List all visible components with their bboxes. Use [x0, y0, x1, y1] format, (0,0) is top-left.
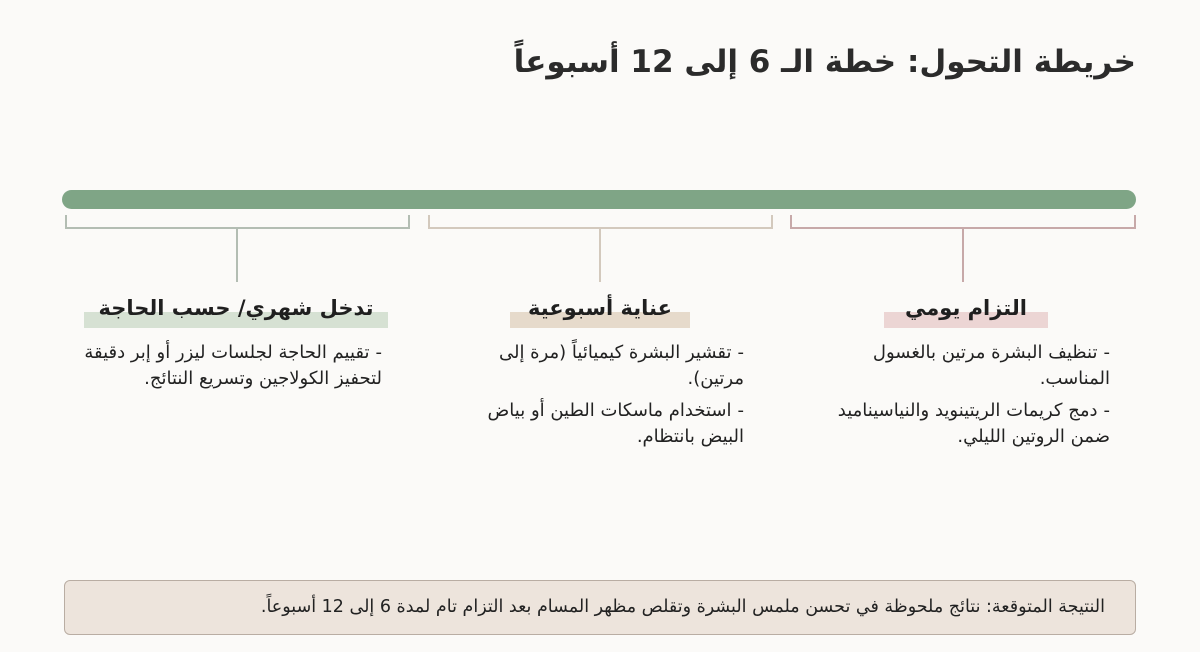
phase-monthly: [84, 292, 390, 398]
list-item: [812, 398, 1110, 450]
timeline-bar: [62, 190, 1136, 209]
phase-title: تدخل شهري/ حسب الحاجة: [98, 296, 374, 320]
expected-result-text: النتيجة المتوقعة: نتائج ملحوظة في تحسن ملمس البشرة وتقلص مظهر المسام بعد التزام تام لمدة 6 إلى 12 أسبوعاً.: [260, 597, 1105, 617]
stem-monthly: [236, 229, 238, 282]
bullet-dash: -: [375, 342, 382, 363]
list-item: [812, 340, 1110, 392]
bullet-dash: -: [1103, 342, 1110, 363]
phase-title: التزام يومي: [905, 296, 1027, 320]
page-title: خريطة التحول: خطة الـ 6 إلى 12 أسبوعاً: [513, 44, 1136, 80]
bullet-text: تقييم الحاجة لجلسات ليزر أو إبر دقيقة لتحفيز الكولاجين وتسريع النتائج.: [84, 342, 382, 389]
stem-weekly: [599, 229, 601, 282]
list-item: [470, 340, 744, 392]
bullet-dash: -: [737, 342, 744, 363]
bracket-daily: [790, 215, 1136, 229]
list-item: [470, 398, 744, 450]
phase-weekly: [470, 292, 758, 456]
expected-result-box: [64, 580, 1136, 635]
bullet-text: استخدام ماسكات الطين أو بياض البيض بانتظام.: [487, 400, 744, 447]
phase-title: عناية أسبوعية: [528, 296, 672, 320]
bullet-text: دمج كريمات الريتينويد والنياسيناميد ضمن الروتين الليلي.: [837, 400, 1110, 447]
bracket-weekly: [428, 215, 773, 229]
bullet-dash: -: [1103, 400, 1110, 421]
bracket-monthly: [65, 215, 410, 229]
bullet-dash: -: [737, 400, 744, 421]
phase-header-weekly: [510, 292, 690, 330]
list-item: [84, 340, 382, 392]
phase-daily: [812, 292, 1118, 456]
bullet-text: تقشير البشرة كيميائياً (مرة إلى مرتين).: [498, 342, 744, 389]
phase-header-monthly: [84, 292, 388, 330]
stem-daily: [962, 229, 964, 282]
bullet-text: تنظيف البشرة مرتين بالغسول المناسب.: [872, 342, 1110, 389]
phase-header-daily: [884, 292, 1048, 330]
